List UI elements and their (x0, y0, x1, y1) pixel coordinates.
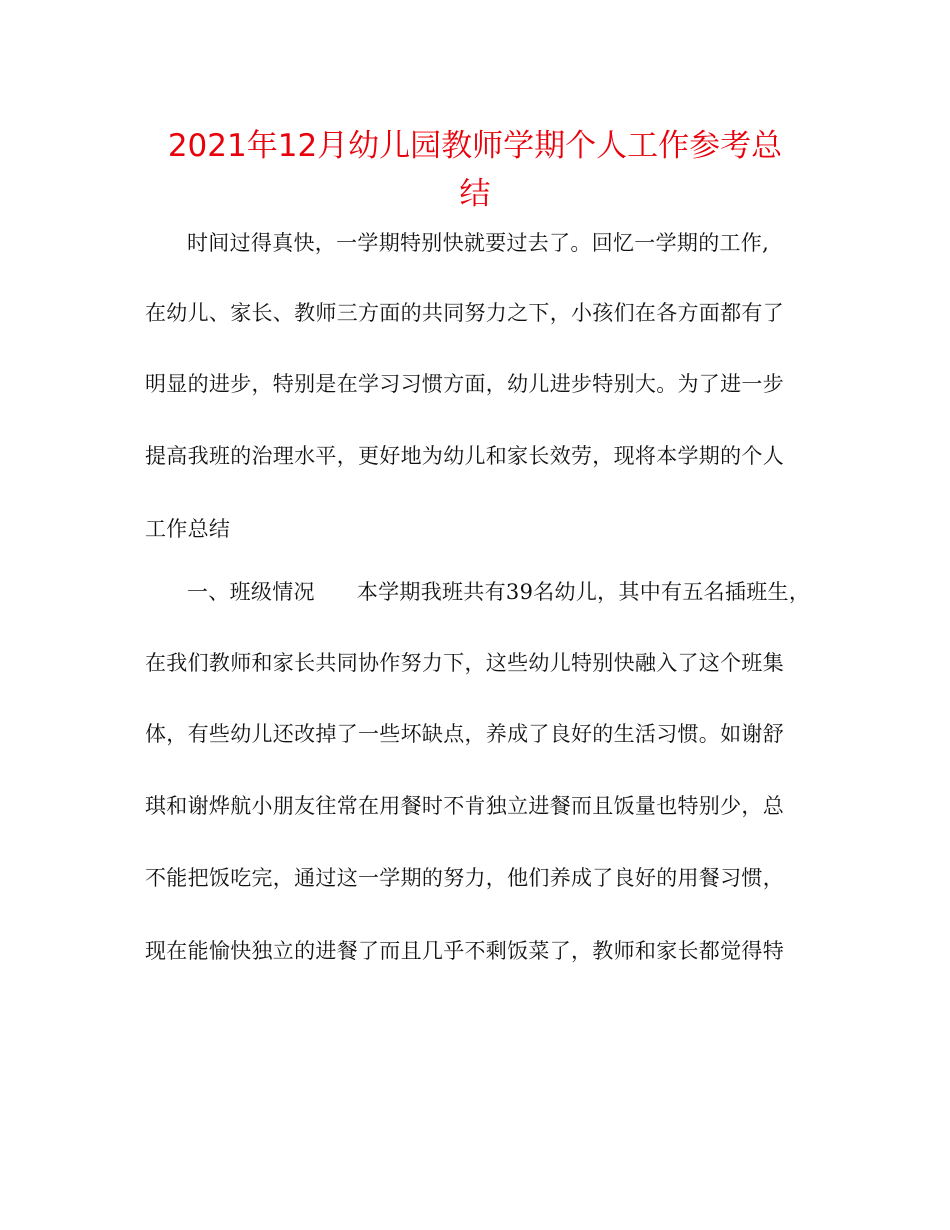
section-1-line-4: 琪和谢烨航小朋友往常在用餐时不肯独立进餐而且饭量也特别少，总 (145, 794, 784, 818)
paragraph-1-line-3: 明显的进步，特别是在学习习惯方面，幼儿进步特别大。为了进一步 (145, 372, 784, 396)
section-1-line-3: 体，有些幼儿还改掉了一些坏缺点，养成了良好的生活习惯。如谢舒 (145, 722, 784, 746)
section-1-line-2: 在我们教师和家长共同协作努力下，这些幼儿特别快融入了这个班集 (145, 651, 784, 675)
document-title-line-2: 结 (459, 176, 491, 212)
document-title-line-1: 2021年12月幼儿园教师学期个人工作参考总 (167, 128, 783, 164)
paragraph-1-line-4: 提高我班的治理水平，更好地为幼儿和家长效劳，现将本学期的个人 (145, 444, 784, 468)
section-1-line-5: 不能把饭吃完，通过这一学期的努力，他们养成了良好的用餐习惯， (145, 866, 784, 890)
section-1-heading: 一、班级情况 (187, 580, 315, 604)
paragraph-1-line-2: 在幼儿、家长、教师三方面的共同努力之下，小孩们在各方面都有了 (145, 301, 784, 325)
section-1-first-line (187, 577, 857, 607)
section-1-first-line-text: 本学期我班共有39名幼儿，其中有五名插班生， (356, 580, 811, 604)
paragraph-1-line-5: 工作总结 (145, 517, 231, 541)
section-1-line-6: 现在能愉快独立的进餐了而且几乎不剩饭菜了，教师和家长都觉得特 (145, 939, 784, 963)
paragraph-1-line-1: 时间过得真快，一学期特别快就要过去了。回忆一学期的工作, (187, 231, 770, 255)
